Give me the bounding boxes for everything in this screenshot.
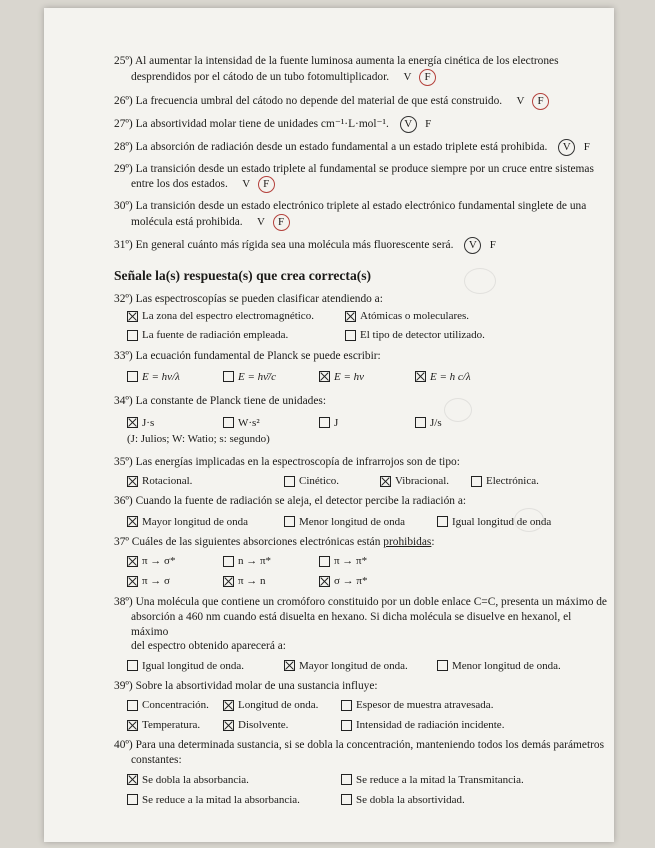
option-f-circled[interactable]: F — [532, 93, 549, 110]
options-row — [127, 370, 609, 384]
option-f-circled[interactable]: F — [258, 176, 275, 193]
checkbox[interactable] — [341, 794, 352, 805]
options-row — [127, 793, 609, 807]
option-f-circled[interactable]: F — [419, 69, 436, 86]
options-row — [127, 309, 609, 323]
checkbox-checked[interactable] — [345, 311, 356, 322]
checkbox-checked[interactable] — [127, 774, 138, 785]
option[interactable]: Espesor de muestra atravesada. — [341, 698, 493, 712]
question-36: 36º) Cuando la fuente de radiación se aleja, el detector percibe la radiación a: — [114, 495, 467, 508]
checkbox-checked[interactable] — [223, 576, 234, 587]
question-28: 28º) La absorción de radiación desde un estado fundamental a un estado triplete está prohibida. V F — [114, 139, 609, 156]
option-f-circled[interactable]: F — [273, 214, 290, 231]
option[interactable]: J — [319, 416, 415, 430]
checkbox-checked[interactable] — [127, 311, 138, 322]
option[interactable]: σ → π* — [319, 574, 367, 588]
option[interactable]: W·s² — [223, 416, 319, 430]
option[interactable]: Rotacional. — [127, 474, 284, 488]
option[interactable]: Se dobla la absorbancia. — [127, 773, 341, 787]
checkbox-checked[interactable] — [127, 516, 138, 527]
options-row — [127, 718, 609, 732]
checkbox[interactable] — [437, 516, 448, 527]
option[interactable]: Vibracional. — [380, 474, 471, 488]
checkbox[interactable] — [223, 371, 234, 382]
checkbox-checked[interactable] — [284, 660, 295, 671]
option[interactable]: E = hν/λ — [127, 370, 223, 384]
options-row — [127, 328, 609, 342]
option[interactable]: El tipo de detector utilizado. — [345, 328, 485, 342]
question-25: 25º) Al aumentar la intensidad de la fuente luminosa aumenta la energía cinética de los electrones desprendidos por el cátodo de un tubo fotomultiplicador. V F — [114, 54, 609, 86]
exam-page — [44, 8, 614, 842]
option-v[interactable]: V — [257, 215, 265, 228]
option[interactable]: La fuente de radiación empleada. — [127, 328, 345, 342]
checkbox[interactable] — [437, 660, 448, 671]
checkbox[interactable] — [341, 700, 352, 711]
options-row — [127, 474, 609, 488]
option[interactable]: Intensidad de radiación incidente. — [341, 718, 504, 732]
option-v-circled[interactable]: V — [464, 237, 481, 254]
checkbox-checked[interactable] — [380, 476, 391, 487]
option[interactable]: Se reduce a la mitad la Transmitancia. — [341, 773, 524, 787]
option[interactable]: Electrónica. — [471, 474, 539, 488]
options-row — [127, 773, 609, 787]
question-39: 39º) Sobre la absortividad molar de una sustancia influye: — [114, 679, 378, 692]
question-33: 33º) La ecuación fundamental de Planck se puede escribir: — [114, 350, 381, 363]
checkbox[interactable] — [127, 330, 138, 341]
option[interactable]: Menor longitud de onda — [284, 515, 437, 529]
checkbox[interactable] — [284, 516, 295, 527]
option-v-circled[interactable]: V — [400, 116, 417, 133]
exam-content — [114, 54, 609, 807]
option-f[interactable]: F — [489, 238, 496, 251]
option-v[interactable]: V — [516, 94, 525, 107]
question-34: 34º) La constante de Planck tiene de unidades: — [114, 394, 326, 407]
checkbox-checked[interactable] — [127, 720, 138, 731]
checkbox[interactable] — [341, 774, 352, 785]
option[interactable]: π → σ* — [127, 554, 223, 568]
option[interactable]: J/s — [415, 416, 442, 430]
option-f[interactable]: F — [583, 140, 590, 153]
checkbox-checked[interactable] — [415, 371, 426, 382]
checkbox[interactable] — [341, 720, 352, 731]
options-row — [127, 574, 609, 588]
question-38: 38º) Una molécula que contiene un cromóforo constituido por un doble enlace C=C, presenta un máximo de absorción a 460 nm cuando está disuelta en hexano. Si dicha molécula se disuelve en hexanol, el máximo del espectro obtenido aparecerá a: — [114, 596, 607, 653]
option[interactable]: La zona del espectro electromagnético. — [127, 309, 345, 323]
question-35: 35º) Las energías implicadas en la espectroscopía de infrarrojos son de tipo: — [114, 455, 460, 468]
checkbox[interactable] — [415, 417, 426, 428]
option[interactable]: Se reduce a la mitad la absorbancia. — [127, 793, 341, 807]
checkbox[interactable] — [284, 476, 295, 487]
checkbox[interactable] — [319, 417, 330, 428]
checkbox-checked[interactable] — [319, 576, 330, 587]
checkbox[interactable] — [127, 700, 138, 711]
question-40: 40º) Para una determinada sustancia, si se dobla la concentración, manteniendo todos los demás parámetros constantes: — [114, 739, 605, 766]
checkbox-checked[interactable] — [223, 700, 234, 711]
checkbox-checked[interactable] — [127, 476, 138, 487]
checkbox[interactable] — [471, 476, 482, 487]
question-30: 30º) La transición desde un estado electrónico triplete al estado electrónico fundamental singlete de una molécula está prohibida. V F — [114, 199, 609, 231]
question-37: 37º Cuáles de las siguientes absorciones electrónicas están prohibidas: — [114, 535, 435, 548]
checkbox-checked[interactable] — [319, 371, 330, 382]
option[interactable]: π → σ — [127, 574, 223, 588]
option-f[interactable]: F — [425, 117, 432, 130]
option[interactable]: π → π* — [319, 554, 367, 568]
option-v[interactable]: V — [403, 70, 412, 83]
checkbox-checked[interactable] — [127, 417, 138, 428]
option[interactable]: Igual longitud de onda — [437, 515, 551, 529]
option-v[interactable]: V — [242, 178, 251, 191]
checkbox[interactable] — [319, 556, 330, 567]
question-26: 26º) La frecuencia umbral del cátodo no depende del material de que está construido. V F — [114, 93, 609, 110]
options-row — [127, 515, 609, 529]
option[interactable]: Temperatura. — [127, 718, 223, 732]
checkbox[interactable] — [223, 417, 234, 428]
checkbox-checked[interactable] — [223, 720, 234, 731]
option[interactable]: Atómicas o moleculares. — [345, 309, 469, 323]
question-31: 31º) En general cuánto más rígida sea una molécula más fluorescente será. V F — [114, 237, 609, 254]
option[interactable]: Concentración. — [127, 698, 223, 712]
options-row — [127, 698, 609, 712]
checkbox[interactable] — [127, 660, 138, 671]
options-row — [127, 659, 609, 673]
checkbox[interactable] — [127, 371, 138, 382]
option[interactable]: E = hν̄/c — [223, 370, 319, 384]
checkbox-checked[interactable] — [127, 576, 138, 587]
option[interactable]: Se dobla la absortividad. — [341, 793, 465, 807]
option[interactable]: Cinético. — [284, 474, 380, 488]
checkbox-checked[interactable] — [127, 556, 138, 567]
question-29: 29º) La transición desde un estado triplete al fundamental se produce siempre por un cruce entre sistemas entre los dos estados. V F — [114, 162, 609, 194]
option[interactable]: Longitud de onda. — [223, 698, 341, 712]
option[interactable]: Igual longitud de onda. — [127, 659, 284, 673]
option[interactable]: Menor longitud de onda. — [437, 659, 561, 673]
option[interactable]: π → n — [223, 574, 319, 588]
option[interactable]: Disolvente. — [223, 718, 341, 732]
option[interactable]: Mayor longitud de onda. — [284, 659, 437, 673]
section-heading: Señale la(s) respuesta(s) que crea correcta(s) — [114, 267, 372, 283]
option[interactable]: E = hν — [319, 370, 415, 384]
question-27: 27º) La absortividad molar tiene de unidades cm⁻¹·L·mol⁻¹. V F — [114, 116, 609, 133]
option[interactable]: E = h c/λ — [415, 370, 471, 384]
question-32: 32º) Las espectroscopías se pueden clasificar atendiendo a: — [114, 292, 383, 305]
checkbox[interactable] — [127, 794, 138, 805]
options-row — [127, 554, 609, 568]
checkbox[interactable] — [345, 330, 356, 341]
option[interactable]: n → π* — [223, 554, 319, 568]
units-note: (J: Julios; W: Watio; s: segundo) — [127, 432, 270, 445]
option[interactable]: Mayor longitud de onda — [127, 515, 284, 529]
options-row — [127, 416, 609, 430]
option-v-circled[interactable]: V — [558, 139, 575, 156]
checkbox[interactable] — [223, 556, 234, 567]
option[interactable]: J·s — [127, 416, 223, 430]
